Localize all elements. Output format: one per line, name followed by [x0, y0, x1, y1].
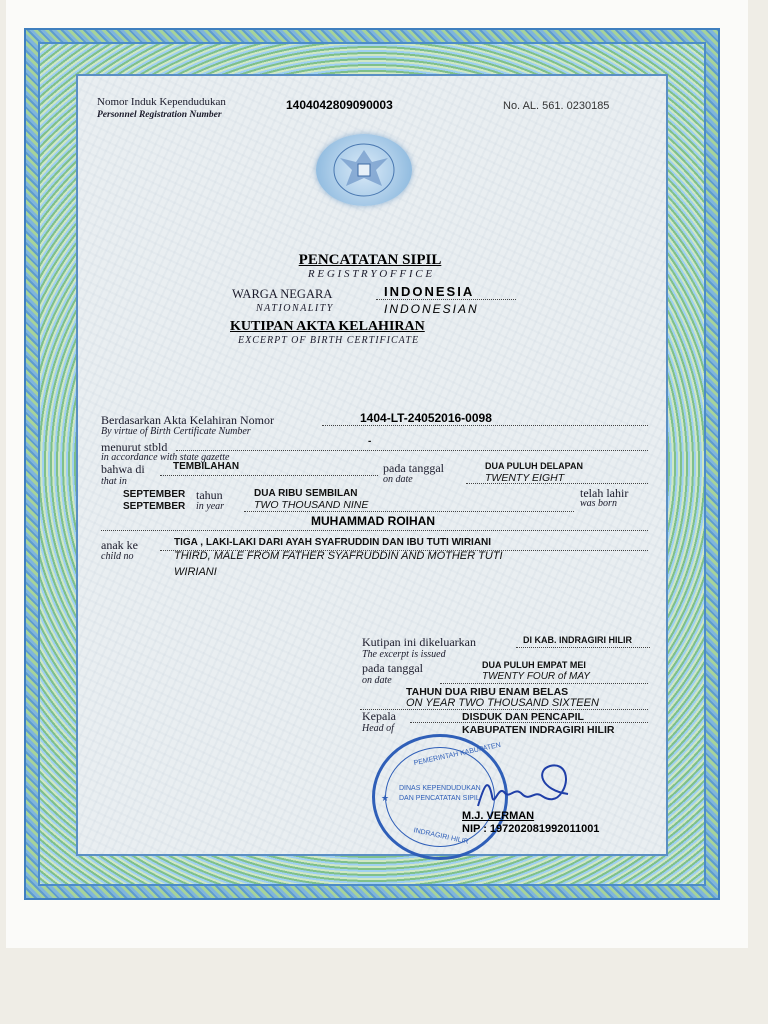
nik-value: 1404042809090003: [286, 98, 393, 112]
cert-number-dotline: [322, 425, 648, 426]
birth-month-value-en: SEPTEMBER: [123, 501, 186, 512]
issued-dotline: [516, 647, 650, 648]
issue-year-value: TAHUN DUA RIBU ENAM BELAS: [406, 686, 569, 698]
birthplace-dotline: [160, 475, 378, 476]
issue-date-value: DUA PULUH EMPAT MEI: [482, 660, 586, 670]
issued-sublabel: The excerpt is issued: [362, 649, 446, 660]
signature-icon: [470, 756, 580, 818]
head-value-1: DISDUK DAN PENCAPIL: [462, 711, 584, 723]
registry-title: PENCATATAN SIPIL: [298, 252, 442, 268]
birthdate-dotline: [466, 483, 648, 484]
stamp-star-icon: ★: [381, 793, 390, 803]
document-title: KUTIPAN AKTA KELAHIRAN: [230, 319, 425, 334]
garuda-emblem-icon: [316, 134, 412, 206]
issue-year-value-en: ON YEAR TWO THOUSAND SIXTEEN: [406, 697, 599, 709]
issue-date-value-en: TWENTY FOUR of MAY: [482, 671, 590, 682]
stamp-mid-line-2: DAN PENCATATAN SIPIL: [399, 795, 480, 802]
nationality-sublabel: NATIONALITY: [256, 303, 334, 314]
official-nip: NIP : 197202081992011001: [462, 823, 600, 835]
child-name-dotline: [101, 530, 648, 531]
birth-year-value-en: TWO THOUSAND NINE: [254, 499, 369, 511]
stbld-value: -: [368, 436, 372, 447]
official-name: M.J. VERMAN: [462, 810, 535, 822]
birth-year-value: DUA RIBU SEMBILAN: [254, 488, 358, 499]
head-value-2: KABUPATEN INDRAGIRI HILIR: [462, 724, 615, 736]
issued-label: Kutipan ini dikeluarkan: [362, 635, 476, 649]
birth-month-value: SEPTEMBER: [123, 489, 186, 500]
nationality-label: WARGA NEGARA: [232, 287, 333, 301]
child-order-sublabel: child no: [101, 551, 134, 562]
birth-year-dotline: [244, 511, 574, 512]
issue-date-sublabel: on date: [362, 675, 392, 686]
birthdate-label: pada tanggal: [383, 461, 444, 475]
birthplace-label: bahwa di: [101, 462, 145, 476]
birth-year-label: tahun: [196, 488, 223, 502]
issue-date-label: pada tanggal: [362, 661, 423, 675]
cert-number-label: Berdasarkan Akta Kelahiran Nomor: [101, 413, 274, 427]
birth-year-sublabel: in year: [196, 501, 225, 512]
head-sublabel: Head of: [362, 723, 394, 734]
stbld-sublabel: in accordance with state gazette: [101, 452, 230, 463]
stamp-bottom-text: INDRAGIRI HILIR: [412, 827, 470, 846]
issue-year-dotline: [360, 709, 648, 710]
head-label: Kepala: [362, 709, 396, 723]
birthdate-sublabel: on date: [383, 474, 413, 485]
child-order-label: anak ke: [101, 538, 138, 552]
issued-value: DI KAB. INDRAGIRI HILIR: [523, 635, 632, 645]
cert-number-value: 1404-LT-24052016-0098: [360, 411, 492, 425]
nik-sublabel: Personnel Registration Number: [97, 110, 222, 120]
child-name-value: MUHAMMAD ROIHAN: [311, 514, 435, 528]
document-number: No. AL. 561. 0230185: [503, 100, 610, 112]
birthdate-value: DUA PULUH DELAPAN: [485, 461, 583, 471]
child-order-value-en-1: THIRD, MALE FROM FATHER SYAFRUDDIN AND MOTHER TUTI: [174, 550, 503, 562]
child-order-dotline: [160, 550, 648, 551]
birthplace-sublabel: that in: [101, 476, 127, 487]
stamp-mid-line-1: DINAS KEPENDUDUKAN: [399, 785, 481, 792]
birthplace-value: TEMBILAHAN: [173, 461, 240, 472]
stbld-dotline: [176, 450, 648, 451]
child-order-value-en-2: WIRIANI: [174, 566, 217, 578]
stamp-top-text: PEMERINTAH KABUPATEN: [413, 741, 502, 768]
registry-subtitle: R E G I S T R Y O F F I C E: [307, 268, 433, 280]
issue-date-dotline: [440, 683, 648, 684]
nationality-dotline: [376, 299, 516, 300]
nik-label: Nomor Induk Kependudukan: [97, 96, 226, 108]
nationality-value: INDONESIA: [384, 284, 475, 299]
nationality-value-en: INDONESIAN: [384, 302, 479, 316]
head-dotline: [410, 722, 648, 723]
stbld-label: menurut stbld: [101, 440, 168, 454]
born-label: telah lahir: [580, 486, 629, 500]
document-subtitle: EXCERPT OF BIRTH CERTIFICATE: [238, 335, 420, 346]
cert-number-sublabel: By virtue of Birth Certificate Number: [101, 426, 251, 437]
birthdate-value-en: TWENTY EIGHT: [485, 472, 565, 484]
child-order-value: TIGA , LAKI-LAKI DARI AYAH SYAFRUDDIN DAN IBU TUTI WIRIANI: [174, 537, 492, 548]
born-sublabel: was born: [580, 498, 617, 509]
